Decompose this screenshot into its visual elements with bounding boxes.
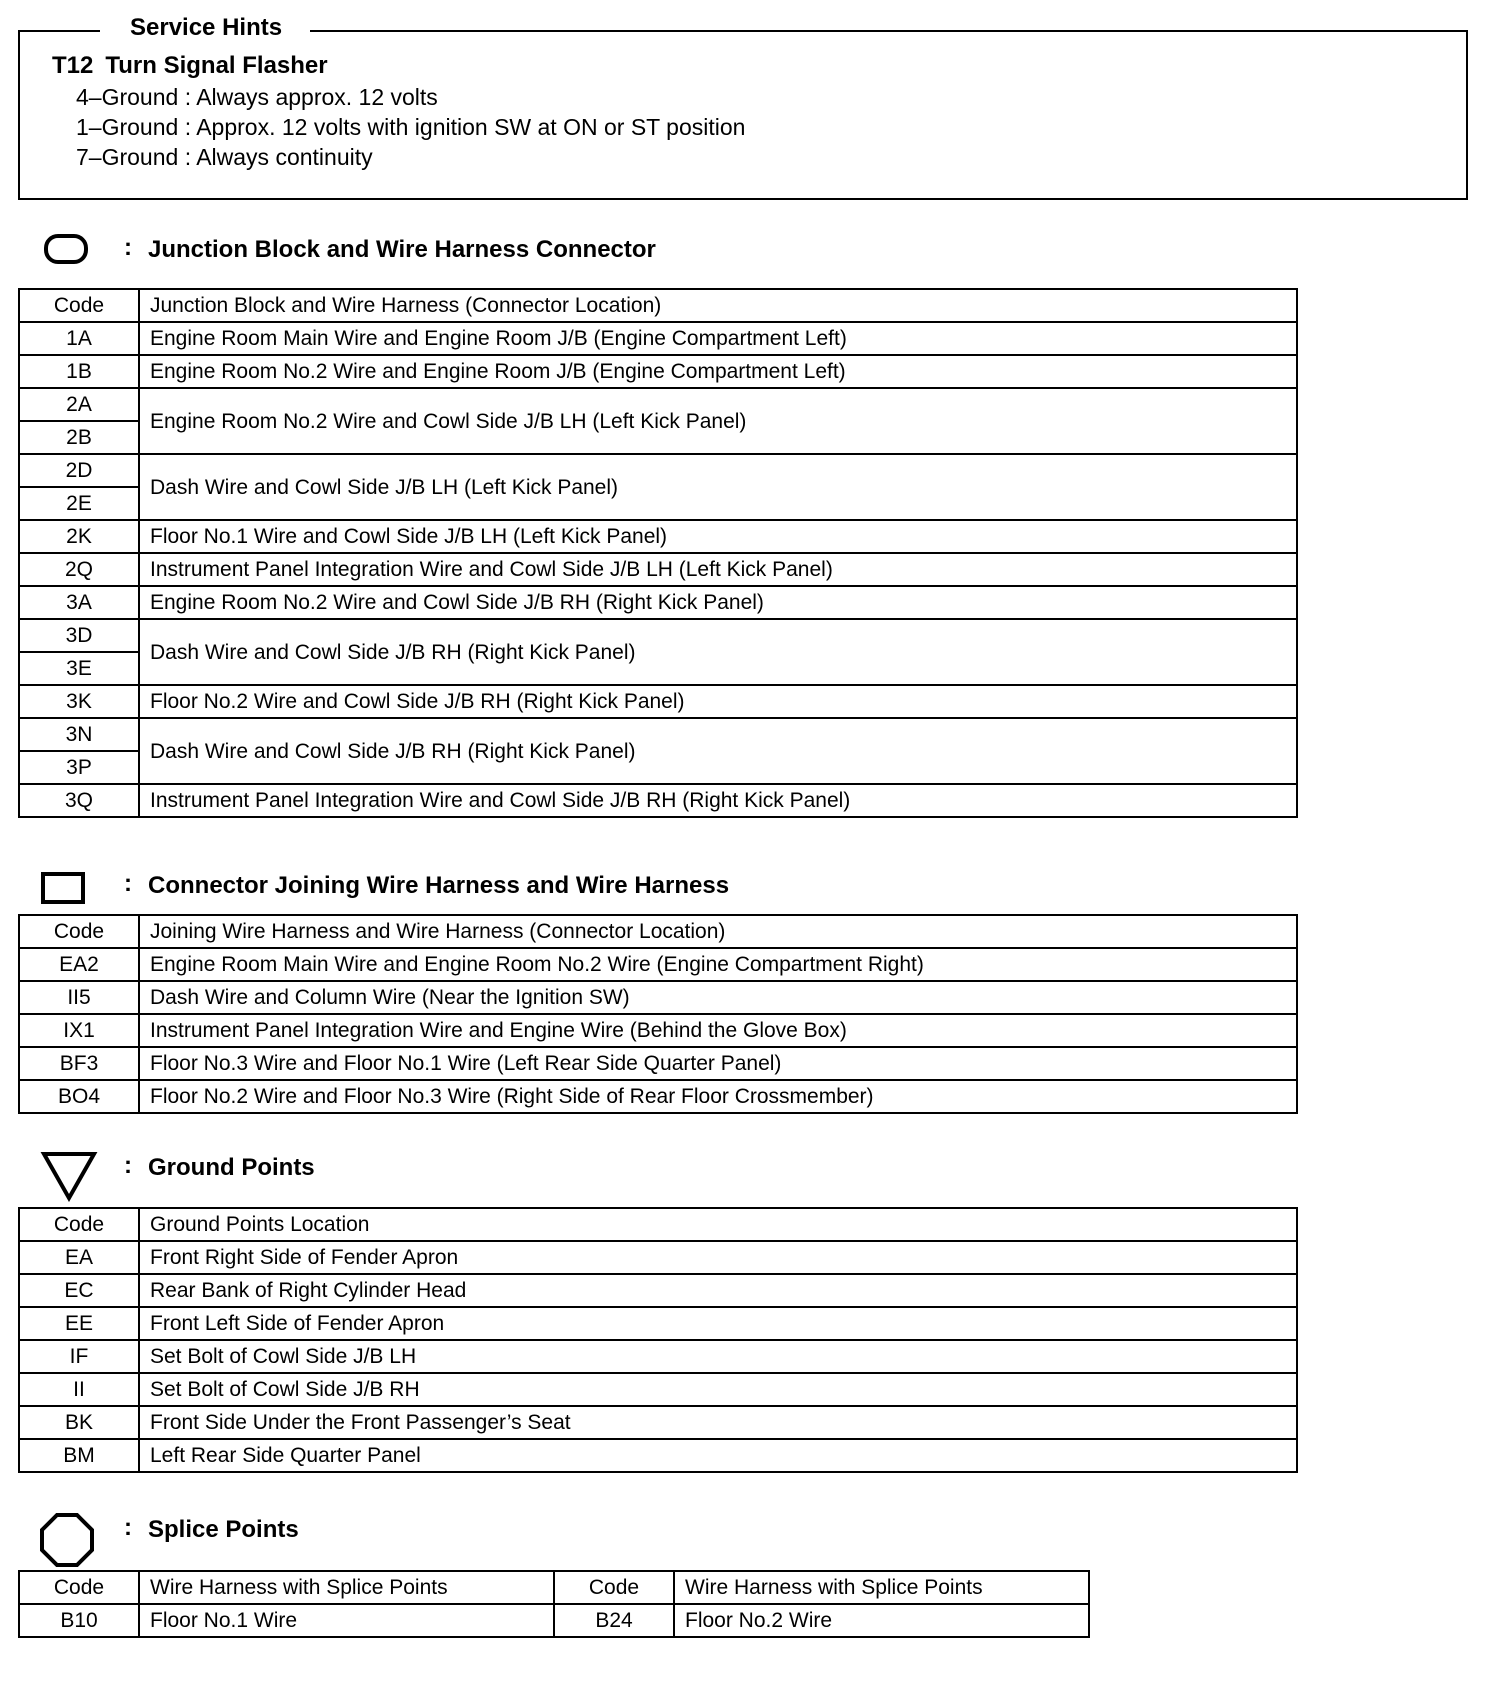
code-cell: 2K bbox=[19, 520, 139, 553]
desc-cell: Engine Room No.2 Wire and Cowl Side J/B RH (Right Kick Panel) bbox=[139, 586, 1297, 619]
section-colon: : bbox=[124, 234, 132, 261]
table-row bbox=[19, 322, 1297, 355]
code-cell: IX1 bbox=[19, 1014, 139, 1047]
table-row bbox=[19, 718, 1297, 751]
desc-cell: Dash Wire and Column Wire (Near the Ignition SW) bbox=[139, 981, 1297, 1014]
desc-cell: Floor No.1 Wire bbox=[139, 1604, 554, 1637]
desc-cell: Floor No.3 Wire and Floor No.1 Wire (Left Rear Side Quarter Panel) bbox=[139, 1047, 1297, 1080]
table-row bbox=[19, 454, 1297, 487]
code-cell: B10 bbox=[19, 1604, 139, 1637]
header-code: Code bbox=[19, 1208, 139, 1241]
desc-cell: Set Bolt of Cowl Side J/B LH bbox=[139, 1340, 1297, 1373]
table-row bbox=[19, 1014, 1297, 1047]
code-cell: 2Q bbox=[19, 553, 139, 586]
table-row bbox=[19, 1080, 1297, 1113]
service-hints-box bbox=[18, 14, 1468, 200]
desc-cell: Set Bolt of Cowl Side J/B RH bbox=[139, 1373, 1297, 1406]
table-row bbox=[19, 1047, 1297, 1080]
table-row bbox=[19, 586, 1297, 619]
code-cell: 2A bbox=[19, 388, 139, 421]
junction-section-title: Junction Block and Wire Harness Connector bbox=[148, 236, 656, 263]
table-header-row bbox=[19, 1208, 1297, 1241]
desc-cell: Engine Room Main Wire and Engine Room No.2 Wire (Engine Compartment Right) bbox=[139, 948, 1297, 981]
desc-cell: Instrument Panel Integration Wire and Cowl Side J/B RH (Right Kick Panel) bbox=[139, 784, 1297, 817]
code-cell: EC bbox=[19, 1274, 139, 1307]
junction-table bbox=[18, 288, 1298, 818]
desc-cell: Engine Room Main Wire and Engine Room J/B (Engine Compartment Left) bbox=[139, 322, 1297, 355]
desc-cell: Floor No.2 Wire and Floor No.3 Wire (Right Side of Rear Floor Crossmember) bbox=[139, 1080, 1297, 1113]
desc-cell: Left Rear Side Quarter Panel bbox=[139, 1439, 1297, 1472]
code-cell: 3E bbox=[19, 652, 139, 685]
table-row bbox=[19, 1373, 1297, 1406]
hint-line: 4–Ground : Always approx. 12 volts bbox=[76, 84, 438, 110]
code-cell: 3D bbox=[19, 619, 139, 652]
code-cell: II bbox=[19, 1373, 139, 1406]
code-cell: EE bbox=[19, 1307, 139, 1340]
code-cell: II5 bbox=[19, 981, 139, 1014]
code-cell: 2E bbox=[19, 487, 139, 520]
connector-table bbox=[18, 914, 1298, 1114]
hint-line: 7–Ground : Always continuity bbox=[76, 144, 373, 170]
table-row bbox=[19, 1604, 1089, 1637]
code-cell: B24 bbox=[554, 1604, 674, 1637]
table-row bbox=[19, 619, 1297, 652]
device-name: Turn Signal Flasher bbox=[105, 52, 328, 79]
rounded-rect-symbol-icon bbox=[40, 232, 92, 268]
desc-cell: Dash Wire and Cowl Side J/B LH (Left Kick Panel) bbox=[139, 454, 1297, 520]
table-row bbox=[19, 1307, 1297, 1340]
desc-cell: Front Right Side of Fender Apron bbox=[139, 1241, 1297, 1274]
code-cell: 1B bbox=[19, 355, 139, 388]
table-row bbox=[19, 355, 1297, 388]
header-code: Code bbox=[19, 915, 139, 948]
desc-cell: Dash Wire and Cowl Side J/B RH (Right Kick Panel) bbox=[139, 718, 1297, 784]
table-row bbox=[19, 981, 1297, 1014]
hint-line: 1–Ground : Approx. 12 volts with ignition SW at ON or ST position bbox=[76, 114, 746, 140]
ground-table bbox=[18, 1207, 1298, 1473]
header-desc: Wire Harness with Splice Points bbox=[139, 1571, 554, 1604]
table-header-row bbox=[19, 915, 1297, 948]
section-colon: : bbox=[124, 870, 132, 897]
desc-cell: Floor No.2 Wire and Cowl Side J/B RH (Right Kick Panel) bbox=[139, 685, 1297, 718]
table-row bbox=[19, 784, 1297, 817]
code-cell: 1A bbox=[19, 322, 139, 355]
desc-cell: Instrument Panel Integration Wire and Cowl Side J/B LH (Left Kick Panel) bbox=[139, 553, 1297, 586]
header-code: Code bbox=[554, 1571, 674, 1604]
header-desc: Ground Points Location bbox=[139, 1208, 1297, 1241]
desc-cell: Dash Wire and Cowl Side J/B RH (Right Kick Panel) bbox=[139, 619, 1297, 685]
code-cell: 3N bbox=[19, 718, 139, 751]
desc-cell: Engine Room No.2 Wire and Engine Room J/B (Engine Compartment Left) bbox=[139, 355, 1297, 388]
desc-cell: Rear Bank of Right Cylinder Head bbox=[139, 1274, 1297, 1307]
table-header-row bbox=[19, 1571, 1089, 1604]
code-cell: 3Q bbox=[19, 784, 139, 817]
code-cell: IF bbox=[19, 1340, 139, 1373]
code-cell: BM bbox=[19, 1439, 139, 1472]
desc-cell: Front Left Side of Fender Apron bbox=[139, 1307, 1297, 1340]
code-cell: 3K bbox=[19, 685, 139, 718]
table-row bbox=[19, 520, 1297, 553]
section-colon: : bbox=[124, 1152, 132, 1179]
code-cell: 2D bbox=[19, 454, 139, 487]
desc-cell: Engine Room No.2 Wire and Cowl Side J/B LH (Left Kick Panel) bbox=[139, 388, 1297, 454]
table-row bbox=[19, 1439, 1297, 1472]
device-code: T12 bbox=[52, 52, 94, 79]
code-cell: 2B bbox=[19, 421, 139, 454]
desc-cell: Instrument Panel Integration Wire and Engine Wire (Behind the Glove Box) bbox=[139, 1014, 1297, 1047]
header-desc: Junction Block and Wire Harness (Connector Location) bbox=[139, 289, 1297, 322]
code-cell: EA bbox=[19, 1241, 139, 1274]
device-heading bbox=[52, 52, 328, 80]
code-cell: 3A bbox=[19, 586, 139, 619]
code-cell: BF3 bbox=[19, 1047, 139, 1080]
table-row bbox=[19, 1274, 1297, 1307]
ground-section-title: Ground Points bbox=[148, 1154, 315, 1181]
table-row bbox=[19, 685, 1297, 718]
splice-section-title: Splice Points bbox=[148, 1516, 299, 1543]
header-code: Code bbox=[19, 1571, 139, 1604]
code-cell: BO4 bbox=[19, 1080, 139, 1113]
octagon-symbol-icon bbox=[40, 1512, 96, 1568]
code-cell: EA2 bbox=[19, 948, 139, 981]
section-colon: : bbox=[124, 1514, 132, 1541]
header-code: Code bbox=[19, 289, 139, 322]
square-symbol-icon bbox=[40, 868, 92, 908]
code-cell: 3P bbox=[19, 751, 139, 784]
table-row bbox=[19, 388, 1297, 421]
splice-table bbox=[18, 1570, 1090, 1638]
table-row bbox=[19, 948, 1297, 981]
header-desc: Wire Harness with Splice Points bbox=[674, 1571, 1089, 1604]
table-row bbox=[19, 553, 1297, 586]
table-row bbox=[19, 1241, 1297, 1274]
table-header-row bbox=[19, 289, 1297, 322]
table-row bbox=[19, 1406, 1297, 1439]
service-hints-title: Service Hints bbox=[100, 14, 310, 42]
connector-section-title: Connector Joining Wire Harness and Wire Harness bbox=[148, 872, 730, 899]
table-row bbox=[19, 1340, 1297, 1373]
desc-cell: Front Side Under the Front Passenger’s Seat bbox=[139, 1406, 1297, 1439]
desc-cell: Floor No.2 Wire bbox=[674, 1604, 1089, 1637]
header-desc: Joining Wire Harness and Wire Harness (Connector Location) bbox=[139, 915, 1297, 948]
desc-cell: Floor No.1 Wire and Cowl Side J/B LH (Left Kick Panel) bbox=[139, 520, 1297, 553]
code-cell: BK bbox=[19, 1406, 139, 1439]
triangle-symbol-icon bbox=[40, 1150, 100, 1202]
